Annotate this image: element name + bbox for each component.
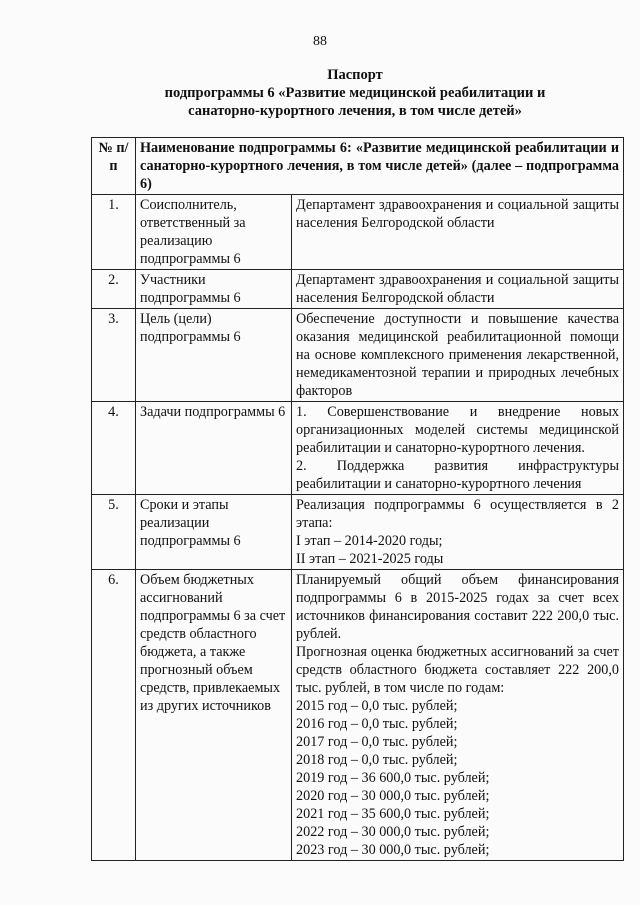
- row-value-line: Департамент здравоохранения и социальной защиты населения Белгородской области: [296, 197, 620, 231]
- row-value-line: 2016 год – 0,0 тыс. рублей;: [296, 716, 458, 732]
- row-number: 3.: [92, 309, 136, 402]
- title-line-1: Паспорт: [327, 67, 383, 83]
- row-value: [292, 570, 624, 861]
- row-number: 2.: [92, 270, 136, 309]
- row-label: Соисполнитель, ответственный за реализацию подпрограммы 6: [136, 195, 292, 270]
- table-row: [92, 195, 624, 270]
- row-value-line: 2020 год – 30 000,0 тыс. рублей;: [296, 788, 490, 804]
- document-title: [80, 66, 630, 120]
- title-line-2: подпрограммы 6 «Развитие медицинской реабилитации и: [164, 85, 546, 101]
- row-value-line: 2015 год – 0,0 тыс. рублей;: [296, 698, 458, 714]
- row-value: [292, 402, 624, 495]
- table-row: [92, 570, 624, 861]
- row-number: 4.: [92, 402, 136, 495]
- row-label: Цель (цели) подпрограммы 6: [136, 309, 292, 402]
- page-number: 88: [313, 34, 327, 49]
- row-number: 6.: [92, 570, 136, 861]
- row-value-line: 2023 год – 30 000,0 тыс. рублей;: [296, 842, 490, 858]
- table-header-row: [92, 138, 624, 195]
- row-number: 1.: [92, 195, 136, 270]
- header-title-cell: Наименование подпрограммы 6: «Развитие медицинской реабилитации и санаторно-курортного лечения, в том числе детей» (далее – подпрограмма 6): [136, 138, 624, 195]
- table-row: [92, 309, 624, 402]
- passport-table: [91, 137, 624, 861]
- row-value-line: 2021 год – 35 600,0 тыс. рублей;: [296, 806, 490, 822]
- row-label: Участники подпрограммы 6: [136, 270, 292, 309]
- header-num-cell: № п/п: [92, 138, 136, 195]
- row-value-line: I этап – 2014-2020 годы;: [296, 533, 443, 549]
- row-value: [292, 195, 624, 270]
- table-row: [92, 402, 624, 495]
- row-value-line: Планируемый общий объем финансирования подпрограммы 6 в 2015-2025 годах за счет всех источников финансирования составит 222 200,0 тыс. рублей.: [296, 572, 620, 642]
- row-value-line: Обеспечение доступности и повышение качества оказания медицинской реабилитационной помощи на основе комплексного применения лекарственной, немедикаментозной терапии и природных лечебных факторов: [296, 311, 620, 399]
- table-row: [92, 270, 624, 309]
- row-value-line: 1. Совершенствование и внедрение новых организационных моделей системы медицинской реабилитации и санаторно-курортного лечения.: [296, 404, 620, 456]
- row-value-line: 2017 год – 0,0 тыс. рублей;: [296, 734, 458, 750]
- title-line-3: санаторно-курортного лечения, в том числе детей»: [188, 103, 522, 119]
- row-value: [292, 270, 624, 309]
- row-value-line: 2019 год – 36 600,0 тыс. рублей;: [296, 770, 490, 786]
- row-value-line: 2022 год – 30 000,0 тыс. рублей;: [296, 824, 490, 840]
- row-value-line: 2. Поддержка развития инфраструктуры реабилитации и санаторно-курортного лечения: [296, 458, 620, 492]
- row-value-line: Прогнозная оценка бюджетных ассигнований за счет средств областного бюджета составляет 222 200,0 тыс. рублей, в том числе по годам:: [296, 644, 620, 696]
- row-value-line: Реализация подпрограммы 6 осуществляется в 2 этапа:: [296, 497, 620, 531]
- row-label: Задачи подпрограммы 6: [136, 402, 292, 495]
- row-value-line: II этап – 2021-2025 годы: [296, 551, 444, 567]
- row-value: [292, 495, 624, 570]
- row-number: 5.: [92, 495, 136, 570]
- table-row: [92, 495, 624, 570]
- row-value: [292, 309, 624, 402]
- row-value-line: 2018 год – 0,0 тыс. рублей;: [296, 752, 458, 768]
- row-label: Объем бюджетных ассигнований подпрограммы 6 за счет средств областного бюджета, а также прогнозный объем средств, привлекаемых из других источников: [136, 570, 292, 861]
- row-value-line: Департамент здравоохранения и социальной защиты населения Белгородской области: [296, 272, 620, 306]
- row-label: Сроки и этапы реализации подпрограммы 6: [136, 495, 292, 570]
